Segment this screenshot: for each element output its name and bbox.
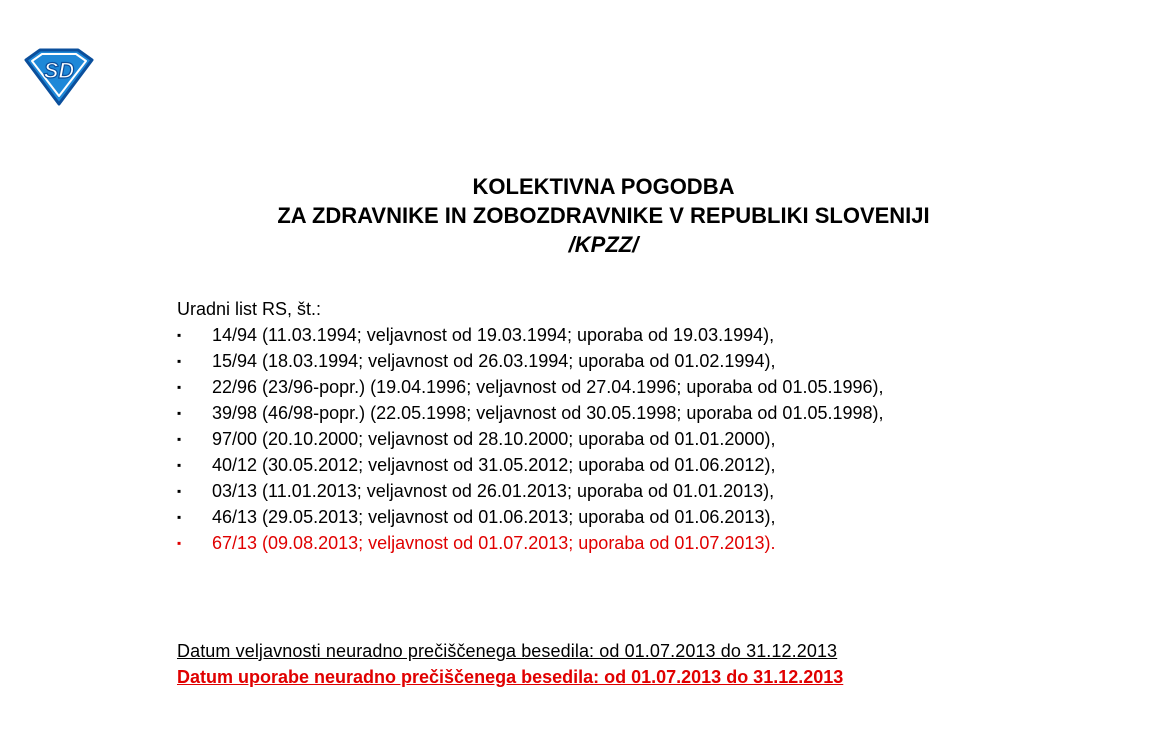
gazette-entry (140, 452, 1033, 478)
gazette-entry (140, 426, 1033, 452)
gazette-intro: Uradni list RS, št.: (177, 299, 322, 319)
logo (22, 48, 96, 106)
gazette-entry-text: 39/98 (46/98-popr.) (22.05.1998; veljavnost od 30.05.1998; uporaba od 01.05.1998), (212, 403, 884, 423)
bullet-icon: ▪ (177, 484, 182, 498)
bullet-icon: ▪ (177, 328, 182, 342)
bullet-icon: ▪ (177, 536, 182, 550)
title-line-1: KOLEKTIVNA POGODBA (472, 174, 735, 199)
bullet-icon: ▪ (177, 380, 182, 394)
gazette-entry (140, 322, 1033, 348)
gazette-entry-text: 67/13 (09.08.2013; veljavnost od 01.07.2013; uporaba od 01.07.2013). (212, 533, 776, 553)
gazette-entry-text: 97/00 (20.10.2000; veljavnost od 28.10.2000; uporaba od 01.01.2000), (212, 429, 776, 449)
sd-shield-logo-icon (22, 48, 96, 106)
gazette-entry-text: 46/13 (29.05.2013; veljavnost od 01.06.2013; uporaba od 01.06.2013), (212, 507, 776, 527)
bullet-icon: ▪ (177, 458, 182, 472)
application-date-line: Datum uporabe neuradno prečiščenega besedila: od 01.07.2013 do 31.12.2013 (177, 667, 844, 687)
gazette-entry (140, 374, 1033, 400)
gazette-entry-text: 03/13 (11.01.2013; veljavnost od 26.01.2013; uporaba od 01.01.2013), (212, 481, 775, 501)
validity-date-line: Datum veljavnosti neuradno prečiščenega besedila: od 01.07.2013 do 31.12.2013 (177, 641, 838, 661)
gazette-entry-text: 15/94 (18.03.1994; veljavnost od 26.03.1994; uporaba od 01.02.1994), (212, 351, 776, 371)
gazette-entry-text: 22/96 (23/96-popr.) (19.04.1996; veljavnost od 27.04.1996; uporaba od 01.05.1996), (212, 377, 884, 397)
bullet-icon: ▪ (177, 406, 182, 420)
gazette-entry (140, 478, 1033, 504)
logo-text: SD (43, 58, 75, 83)
document-title (0, 172, 1157, 259)
gazette-entry-text: 14/94 (11.03.1994; veljavnost od 19.03.1994; uporaba od 19.03.1994), (212, 325, 775, 345)
gazette-list (140, 296, 1033, 556)
gazette-entry (140, 348, 1033, 374)
bullet-icon: ▪ (177, 510, 182, 524)
title-abbreviation: /KPZZ/ (568, 232, 639, 257)
bullet-icon: ▪ (177, 354, 182, 368)
gazette-entry-text: 40/12 (30.05.2012; veljavnost od 31.05.2012; uporaba od 01.06.2012), (212, 455, 776, 475)
gazette-entry (140, 504, 1033, 530)
consolidated-text-dates (177, 638, 843, 690)
gazette-entry (140, 400, 1033, 426)
title-line-2: ZA ZDRAVNIKE IN ZOBOZDRAVNIKE V REPUBLIKI SLOVENIJI (277, 203, 930, 228)
gazette-entry-latest (140, 530, 1033, 556)
bullet-icon: ▪ (177, 432, 182, 446)
